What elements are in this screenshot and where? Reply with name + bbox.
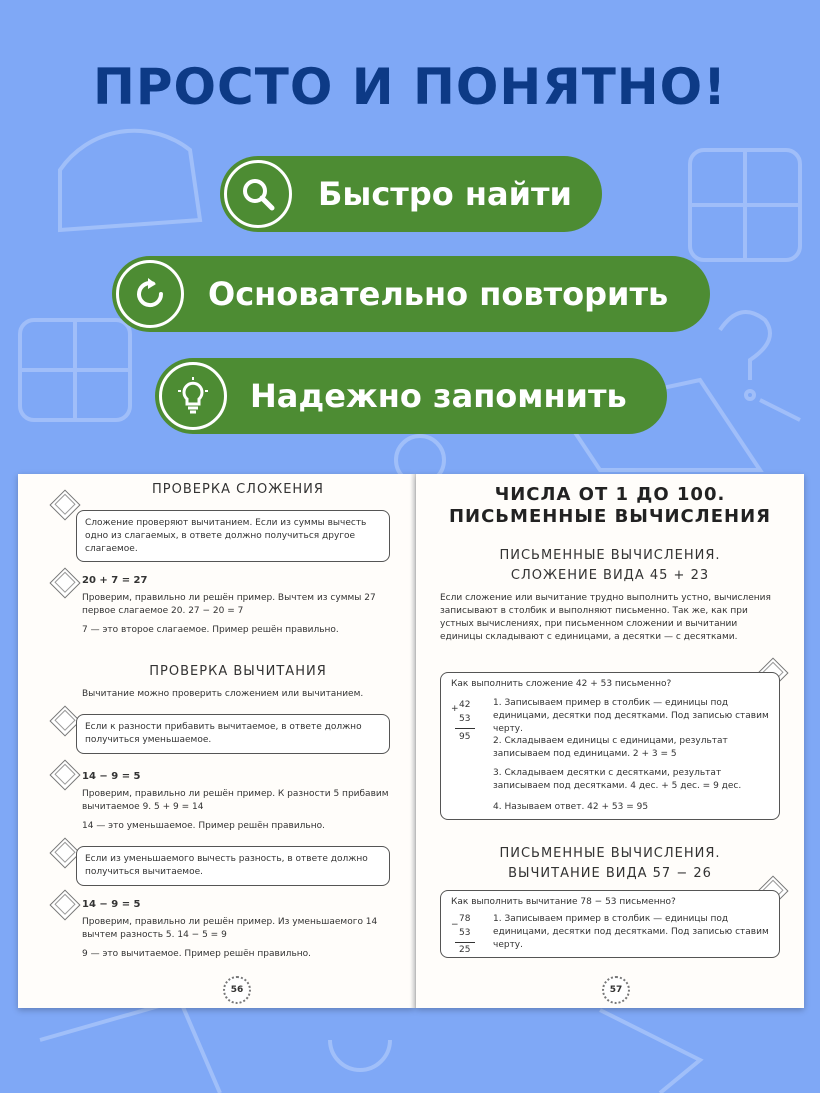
feature-repeat-label: Основательно повторить (208, 275, 669, 313)
page-number-56: 56 (223, 976, 251, 1004)
subtraction-section-title-2: ВЫЧИТАНИЕ ВИДА 57 − 26 (508, 866, 712, 881)
column-line (455, 942, 475, 943)
rule-box: Если к разности прибавить вычитаемое, в ответе должно получиться уменьшаемое. (76, 714, 390, 754)
page-number-57: 57 (602, 976, 630, 1004)
headline: ПРОСТО И ПОНЯТНО! (93, 58, 727, 116)
example-icon (49, 759, 80, 790)
column-op: + (451, 704, 459, 714)
subtraction-check-title: ПРОВЕРКА ВЫЧИТАНИЯ (149, 664, 327, 679)
subtraction-section-title-1: ПИСЬМЕННЫЕ ВЫЧИСЛЕНИЯ. (499, 846, 721, 861)
column-op: − (451, 920, 459, 930)
left-page: ПРОВЕРКА СЛОЖЕНИЯ Сложение проверяют вычитанием. Если из суммы вычесть одно из слагаемых, в ответе должно получиться другое слагаемое. 20 + 7 = 27 Проверим, правильно ли решён пример. Вычтем из суммы 27 первое слагаемое 20. 27 − 20 = 7 7 — это второе слагаемое. Пример решён правильно. ПРОВЕРКА ВЫЧИТАНИЯ Вычитание можно проверить сложением или вычитанием. Если к разности прибавить вычитаемое, в ответе должно получиться уменьшаемое. 14 − 9 = 5 Проверим, правильно ли решён пример. К разности 5 прибавим вычитаемое 9. 5 + 9 = 14 14 — это уменьшаемое. Пример решён правильно. Если из уменьшаемого вычесть разность, в ответе должно получиться вычитаемое. 14 − 9 = 5 Проверим, правильно ли решён пример. Из уменьшаемого 14 вычтем разность 5. 14 − 5 = 9 9 — это вычитаемое. Пример решён правильно. 56 (18, 474, 414, 1008)
feature-find-label: Быстро найти (318, 175, 572, 213)
chapter-title-2: ПИСЬМЕННЫЕ ВЫЧИСЛЕНИЯ (448, 506, 772, 527)
rule-box: Если из уменьшаемого вычесть разность, в ответе должно получиться вычитаемое. (76, 846, 390, 886)
addition-section-title-1: ПИСЬМЕННЫЕ ВЫЧИСЛЕНИЯ. (499, 548, 721, 563)
example-head: 14 − 9 = 5 (82, 899, 141, 910)
example-icon (49, 889, 80, 920)
book-spread (18, 474, 804, 1010)
example-head: 20 + 7 = 27 (82, 575, 148, 586)
addition-example-box: Как выполнить сложение 42 + 53 письменно? + 42 53 95 1. Записываем пример в столбик — единицы под единицами, десятки под десятками. Под записью ставим черту. 2. Складываем единицы с единицами, результат записываем под единицами. 2 + 3 = 5 3. Складываем десятки с десятками, результат записываем под десятками. 4 дес. + 5 дес. = 9 дес. 4. Называем ответ. 42 + 53 = 95 (440, 672, 780, 820)
subtraction-example-box: Как выполнить вычитание 78 − 53 письменно? − 78 53 25 1. Записываем пример в столбик — единицы под единицами, десятки под десятками. Под записью ставим черту. (440, 890, 780, 958)
refresh-icon (116, 260, 184, 328)
example-head: 14 − 9 = 5 (82, 771, 141, 782)
feature-repeat-pill (112, 256, 710, 332)
chapter-title-1: ЧИСЛА ОТ 1 ДО 100. (494, 484, 726, 505)
column-line (455, 728, 475, 729)
addition-check-title: ПРОВЕРКА СЛОЖЕНИЯ (152, 482, 324, 497)
search-icon (224, 160, 292, 228)
lightbulb-icon (159, 362, 227, 430)
feature-remember-pill (155, 358, 667, 434)
right-page: ЧИСЛА ОТ 1 ДО 100. ПИСЬМЕННЫЕ ВЫЧИСЛЕНИЯ ПИСЬМЕННЫЕ ВЫЧИСЛЕНИЯ. СЛОЖЕНИЕ ВИДА 45 + 23 Если сложение или вычитание трудно выполнить устно, вычисления записывают в столбик и выполняют письменно. Так же, как при устных вычислениях, при письменном сложении и вычитании единицы складывают с единицами, а десятки — с десятками. Как выполнить сложение 42 + 53 письменно? + 42 53 95 1. Записываем пример в столбик — единицы под единицами, десятки под десятками. Под записью ставим черту. 2. Складываем единицы с единицами, результат записываем под единицами. 2 + 3 = 5 3. Складываем десятки с десятками, результат записываем под десятками. 4 дес. + 5 дес. = 9 дес. 4. Называем ответ. 42 + 53 = 95 ПИСЬМЕННЫЕ ВЫЧИСЛЕНИЯ. ВЫЧИТАНИЕ ВИДА 57 − 26 Как выполнить вычитание 78 − 53 письменно? − 78 53 25 1. Записываем пример в столбик — единицы под единицами, десятки под десятками. Под записью ставим черту. 57 (416, 474, 804, 1008)
addition-section-title-2: СЛОЖЕНИЕ ВИДА 45 + 23 (510, 568, 710, 583)
rule-box: Сложение проверяют вычитанием. Если из суммы вычесть одно из слагаемых, в ответе должно получиться другое слагаемое. (76, 510, 390, 562)
example-icon (49, 567, 80, 598)
feature-remember-label: Надежно запомнить (250, 377, 627, 415)
feature-find-pill (220, 156, 602, 232)
